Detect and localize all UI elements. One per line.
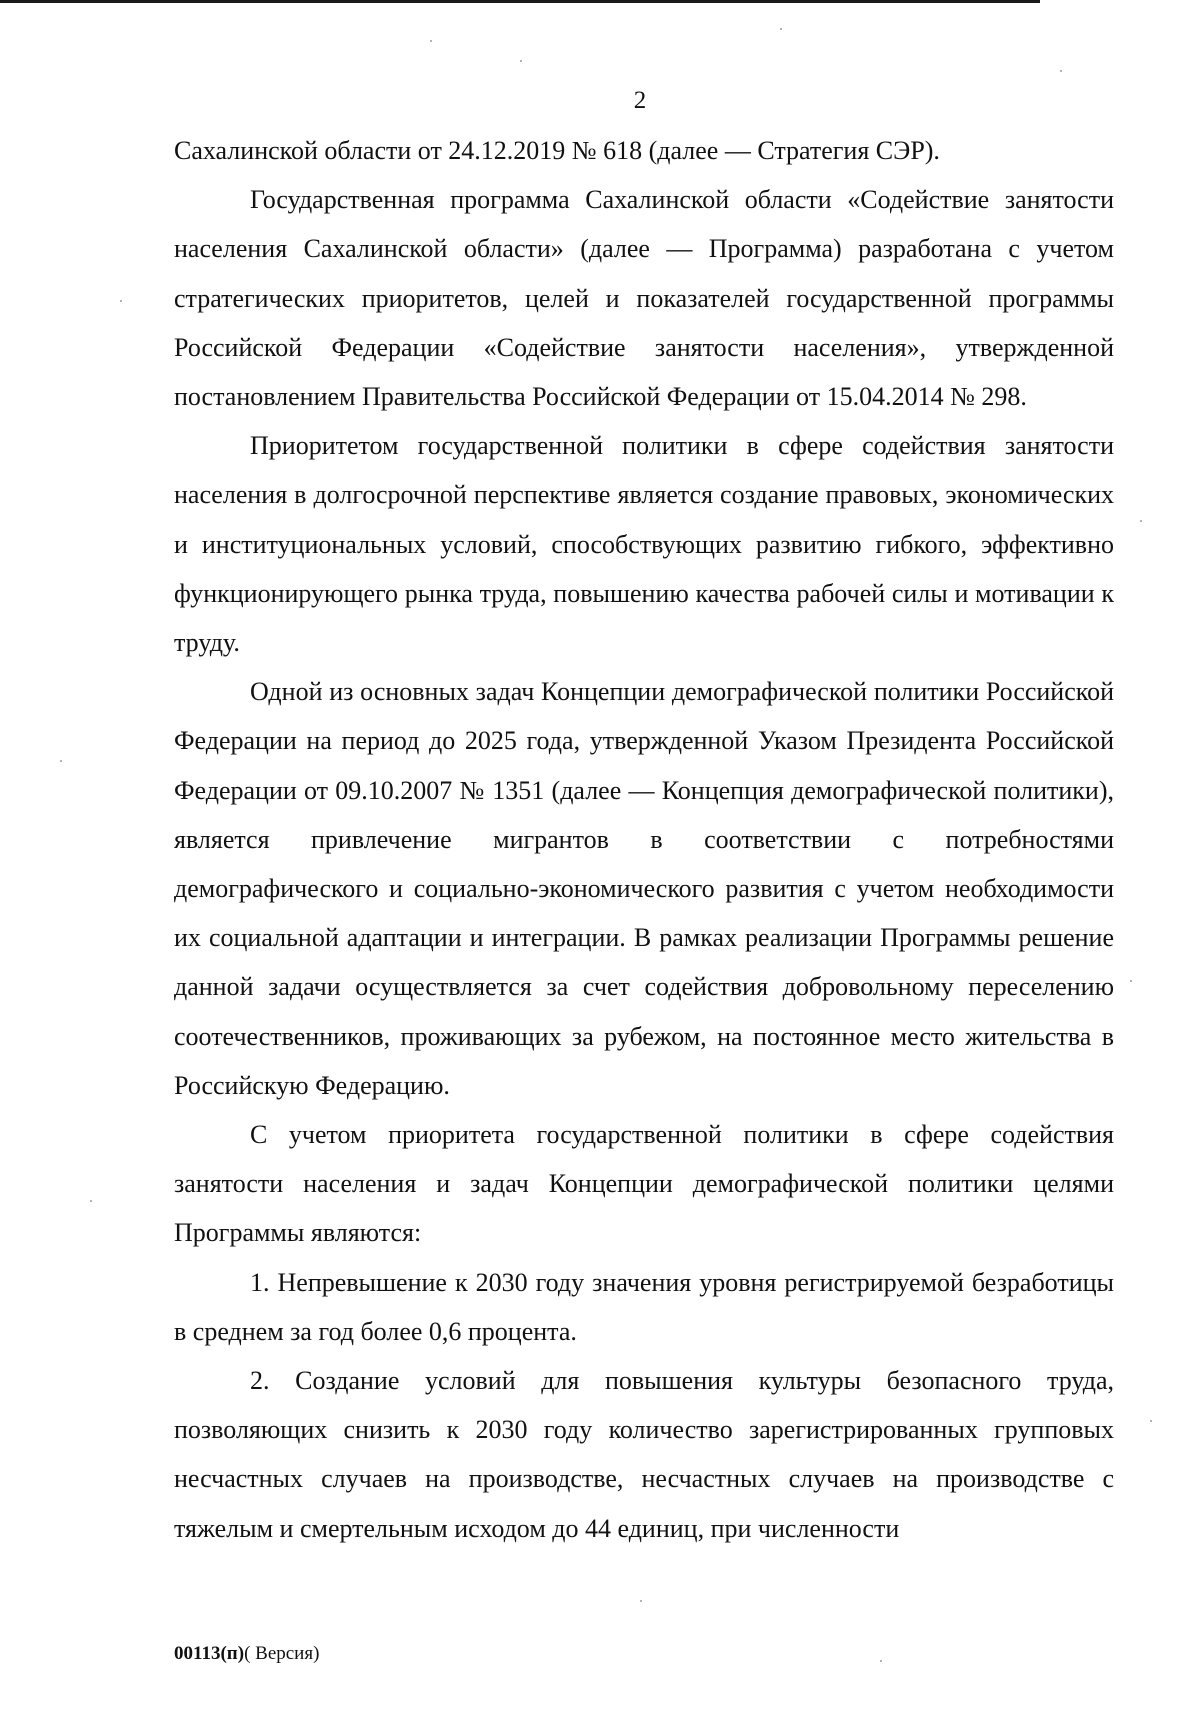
document-code: 00113(п) xyxy=(174,1643,245,1664)
scan-speck xyxy=(1140,520,1142,522)
scan-speck xyxy=(1060,70,1062,72)
scan-speck xyxy=(1130,980,1132,982)
paragraph-strategy-continuation: Сахалинской области от 24.12.2019 № 618 (далее — Стратегия СЭР). xyxy=(174,136,940,165)
scan-speck xyxy=(430,40,432,42)
scan-speck xyxy=(1150,1420,1152,1422)
scan-speck xyxy=(90,1200,92,1202)
document-body xyxy=(174,126,1114,1553)
top-border-line xyxy=(0,0,1040,3)
document-footer xyxy=(174,1642,319,1666)
scan-speck xyxy=(120,300,122,302)
paragraph-policy-priority: Приоритетом государственной политики в сфере содействия занятости населения в долгосрочной перспективе является создание правовых, экономических и институциональных условий, способствующих развитию гибкого, эффективно функционирующего рынка труда, повышению качества рабочей силы и мотивации к труду. xyxy=(174,431,1114,658)
paragraph-program-description: Государственная программа Сахалинской области «Содействие занятости населения Сахалинской области» (далее — Программа) разработана с учетом стратегических приоритетов, целей и показателей государственной программы Российской Федерации «Содействие занятости населения», утвержденной постановлением Правительства Российской Федерации от 15.04.2014 № 298. xyxy=(174,185,1114,412)
paragraph-demographic-concept: Одной из основных задач Концепции демографической политики Российской Федерации на период до 2025 года, утвержденной Указом Президента Российской Федерации от 09.10.2007 № 1351 (далее — Концепция демографической политики), является привлечение мигрантов в соответствии с потребностями демографического и социально-экономического развития с учетом необходимости их социальной адаптации и интеграции. В рамках реализации Программы решение данной задачи осуществляется за счет содействия добровольному переселению соотечественников, проживающих за рубежом, на постоянное место жительства в Российскую Федерацию. xyxy=(174,677,1114,1100)
paragraph-goal-1: 1. Непревышение к 2030 году значения уровня регистрируемой безработицы в среднем за год более 0,6 процента. xyxy=(174,1267,1114,1346)
page-number: 2 xyxy=(633,87,647,114)
paragraph-program-goals-intro: С учетом приоритета государственной политики в сфере содействия занятости населения и задач Концепции демографической политики целями Программы являются: xyxy=(174,1120,1114,1248)
scan-speck xyxy=(780,28,782,30)
scan-speck xyxy=(880,1660,882,1662)
paragraph-goal-2: 2. Создание условий для повышения культуры безопасного труда, позволяющих снизить к 2030 году количество зарегистрированных групповых несчастных случаев на производстве, несчастных случаев на производстве с тяжелым и смертельным исходом до 44 единиц, при численности xyxy=(174,1366,1114,1543)
scan-speck xyxy=(640,1600,642,1602)
document-version: ( Версия) xyxy=(244,1643,320,1664)
scan-speck xyxy=(520,60,522,62)
scan-speck xyxy=(60,760,62,762)
